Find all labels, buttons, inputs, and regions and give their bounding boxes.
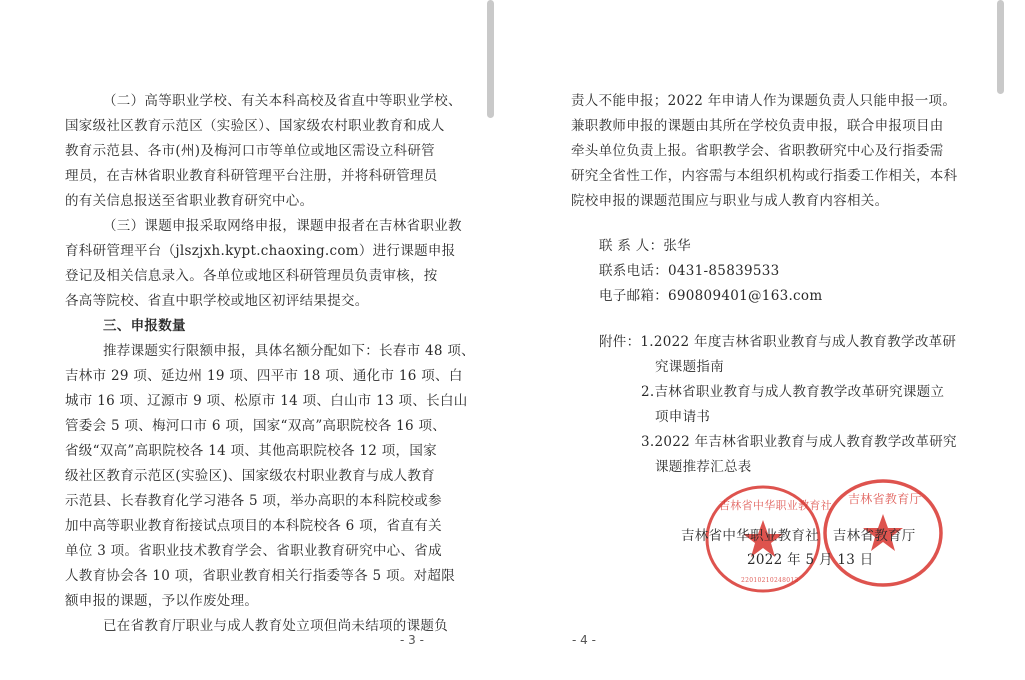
- attachment-2: 2.吉林省职业教育与成人教育教学改革研究课题立: [641, 384, 945, 400]
- left-line-8: 登记及相关信息录入。各单位或地区科研管理员负责审核，按: [65, 268, 438, 284]
- left-line-22: 已在省教育厅职业与成人教育处立项但尚未结项的课题负: [103, 618, 448, 634]
- signature: 吉林省中华职业教育社 吉林省教育厅: [681, 528, 916, 544]
- left-line-12: 吉林市 29 项、延边州 19 项、四平市 18 项、通化市 16 项、白: [65, 368, 463, 384]
- contact-email: 电子邮箱：690809401@163.com: [599, 288, 823, 304]
- right-line-5: 院校申报的课题范围应与职业与成人教育内容相关。: [571, 193, 889, 209]
- right-line-4: 研究全省性工作，内容需与本组织机构或行指委工作相关，本科: [571, 168, 958, 184]
- seal-left-text: 吉林省中华职业教育社: [719, 499, 832, 512]
- left-scrollbar[interactable]: [487, 0, 494, 118]
- left-line-1: （二）高等职业学校、有关本科高校及省直中等职业学校、: [103, 93, 462, 109]
- left-line-15: 省级“双高”高职院校各 14 项、其他高职院校各 12 项，国家: [65, 443, 437, 459]
- left-line-21: 额申报的课题，予以作废处理。: [65, 593, 259, 609]
- seal-left-code: 22010210248012: [741, 577, 799, 584]
- left-line-13: 城市 16 项、辽源市 9 项、松原市 14 项、白山市 13 项、长白山: [65, 393, 468, 409]
- seal-right-text: 吉林省教育厅: [848, 492, 922, 506]
- section-heading: 三、申报数量: [103, 318, 186, 334]
- attachment-2-cont: 项申请书: [655, 409, 711, 425]
- signature-date: 2022 年 5 月 13 日: [747, 552, 874, 568]
- page-number-right: - 4 -: [572, 633, 596, 647]
- left-line-5: 的有关信息报送至省职业教育研究中心。: [65, 193, 314, 209]
- left-line-18: 加中高等职业教育衔接试点项目的本科院校各 6 项，省直有关: [65, 518, 442, 534]
- left-line-17: 示范县、长春教育化学习港各 5 项，举办高职的本科院校或参: [65, 493, 442, 509]
- left-line-3: 教育示范县、各市(州)及梅河口市等单位或地区需设立科研管: [65, 143, 435, 159]
- left-line-14: 管委会 5 项、梅河口市 6 项，国家“双高”高职院校各 16 项、: [65, 418, 447, 434]
- right-scrollbar[interactable]: [997, 0, 1004, 94]
- left-line-11: 推荐课题实行限额申报，具体名额分配如下：长春市 48 项、: [103, 343, 475, 359]
- attachment-3: 3.2022 年吉林省职业教育与成人教育教学改革研究: [641, 434, 957, 450]
- attachment-1: 附件：1.2022 年度吉林省职业教育与成人教育教学改革研: [599, 334, 957, 350]
- left-line-2: 国家级社区教育示范区（实验区）、国家级农村职业教育和成人: [65, 118, 445, 134]
- right-line-1: 责人不能申报；2022 年申请人作为课题负责人只能申报一项。: [571, 93, 957, 109]
- page-number-left: - 3 -: [400, 633, 424, 647]
- left-line-7: 育科研管理平台（jlszjxh.kypt.chaoxing.com）进行课题申报: [65, 243, 456, 259]
- left-line-6: （三）课题申报采取网络申报，课题申报者在吉林省职业教: [103, 218, 462, 234]
- attachment-1-cont: 究课题指南: [655, 359, 724, 375]
- left-line-19: 单位 3 项。省职业技术教育学会、省职业教育研究中心、省成: [65, 543, 442, 559]
- left-line-16: 级社区教育示范区(实验区)、国家级农村职业教育与成人教育: [65, 468, 435, 484]
- left-page: [0, 0, 505, 680]
- contact-person: 联 系 人：张华: [599, 238, 691, 254]
- attachment-3-cont: 课题推荐汇总表: [655, 459, 752, 475]
- left-line-4: 理员，在吉林省职业教育科研管理平台注册，并将科研管理员: [65, 168, 438, 184]
- left-line-20: 人教育协会各 10 项，省职业教育相关行指委等各 5 项。对超限: [65, 568, 456, 584]
- right-page: [505, 0, 1025, 680]
- right-line-3: 牵头单位负责上报。省职教学会、省职教研究中心及行指委需: [571, 143, 944, 159]
- left-line-9: 各高等院校、省直中职学校或地区初评结果提交。: [65, 293, 369, 309]
- right-line-2: 兼职教师申报的课题由其所在学校负责申报，联合申报项目由: [571, 118, 944, 134]
- contact-phone: 联系电话：0431-85839533: [599, 263, 780, 279]
